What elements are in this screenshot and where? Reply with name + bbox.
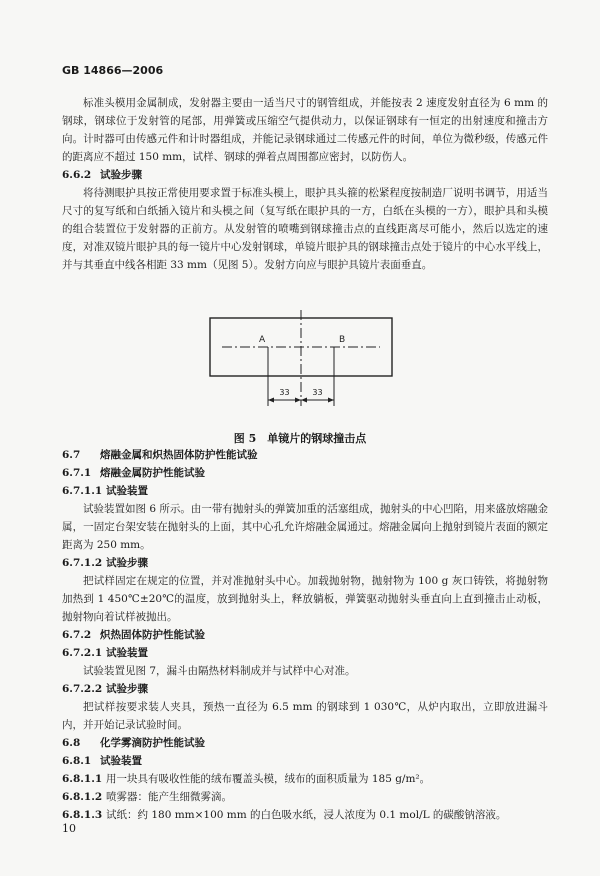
figure-caption: 图 5 单镜片的钢球撞击点: [233, 432, 367, 445]
heading-6-7-1-2: [62, 554, 548, 572]
dimension-label-right: 33: [312, 388, 323, 397]
section-title: 试验装置: [106, 647, 148, 659]
figure-5-impact-diagram: [0, 304, 600, 424]
item-number: 6.8.1.3: [62, 809, 103, 821]
section-title: 试验步骤: [100, 169, 142, 181]
paragraph-hot-solid-procedure: 把试样按要求装人夹具，预热一直径为 6.5 mm 的钢球到 1 030℃，从炉内取出，立即放进漏斗内，并开始记录试验时间。: [62, 701, 548, 731]
item-text: 用一块具有吸收性能的绒布覆盖头模，绒布的面积质量为 185 g/m²。: [106, 773, 431, 785]
heading-6-7-2: [62, 626, 548, 644]
paragraph-molten-metal-procedure: 把试样固定在规定的位置，并对准抛射头中心。加载抛射物，抛射物为 100 g 灰口铸铁，将抛射物加热到 1 450℃±20℃的温度，放到抛射头上，释放躺板，弹簧驱动抛射头垂直向上直到撞击止动板，抛射物向着试样被抛出。: [62, 575, 548, 623]
section-number: 6.8.1: [62, 755, 92, 767]
item-number: 6.8.1.1: [62, 773, 103, 785]
list-item-6-8-1-2: [62, 788, 548, 806]
paragraph-apparatus-description: 标准头模用金属制成，发射器主要由一适当尺寸的钢管组成，并能按表 2 速度发射直径为 6 mm 的钢球，钢球位于发射管的尾部，用弹簧或压缩空气提供动力，以保证钢球有一恒定的出射速度和撞击方向。计时器可由传感元件和计时器组成，并能记录钢球通过二传感元件的时间，单位为微秒级，传感元件的距离应不超过 150 mm，试样、钢球的弹着点周围都应密封，以防伤人。: [62, 97, 548, 163]
heading-6-7-1-1: [62, 482, 548, 500]
page-number: 10: [62, 822, 76, 835]
section-number: 6.7.2.2: [62, 683, 103, 695]
section-number: 6.7.2.1: [62, 647, 103, 659]
heading-6-7-1: [62, 464, 548, 482]
section-number: 6.8: [62, 737, 81, 749]
section-title: 试验装置: [100, 755, 142, 767]
section-title: 试验步骤: [106, 683, 148, 695]
list-item-6-8-1-1: [62, 770, 548, 788]
section-title: 熔融金属和炽热固体防护性能试验: [100, 449, 258, 461]
heading-6-7-2-2: [62, 680, 548, 698]
heading-6-6-2: [62, 166, 548, 184]
point-b-label: B: [339, 335, 346, 345]
point-a-label: A: [259, 335, 266, 345]
section-number: 6.7.2: [62, 629, 92, 641]
heading-6-8: [62, 734, 548, 752]
section-number: 6.7.1: [62, 467, 92, 479]
section-title: 试验步骤: [106, 557, 148, 569]
dimension-label-left: 33: [279, 388, 290, 397]
item-number: 6.8.1.2: [62, 791, 103, 803]
heading-6-7-2-1: [62, 644, 548, 662]
section-number: 6.7.1.1: [62, 485, 103, 497]
paragraph-molten-metal-apparatus: 试验装置如图 6 所示。由一带有抛射头的弹簧加重的活塞组成，抛射头的中心凹陷，用来盛放熔融金属，一固定台架安装在抛射头的上面，其中心孔允许熔融金属通过。熔融金属向上抛射到镜片表面的额定距离为 250 mm。: [62, 503, 548, 551]
item-text: 喷雾器：能产生细微雾滴。: [106, 791, 232, 803]
heading-6-7: [62, 446, 548, 464]
paragraph-hot-solid-apparatus: 试验装置见图 7，漏斗由隔热材料制成并与试样中心对准。: [83, 665, 356, 677]
standard-code: GB 14866—2006: [62, 64, 164, 77]
section-title: 熔融金属防护性能试验: [100, 467, 205, 479]
section-title: 炽热固体防护性能试验: [100, 629, 205, 641]
section-title: 试验装置: [106, 485, 148, 497]
item-text: 试纸：约 180 mm×100 mm 的白色吸水纸，浸人浓度为 0.1 mol/L 的碳酸钠溶液。: [106, 809, 507, 821]
heading-6-8-1: [62, 752, 548, 770]
list-item-6-8-1-3: [62, 806, 548, 824]
section-title: 化学雾滴防护性能试验: [100, 737, 205, 749]
section-number: 6.7: [62, 449, 81, 461]
section-number: 6.7.1.2: [62, 557, 103, 569]
paragraph-test-procedure-impact: 将待测眼护具按正常使用要求置于标准头模上，眼护具头箍的松紧程度按制造厂说明书调节，用适当尺寸的复写纸和白纸插入镜片和头模之间（复写纸在眼护具的一方，白纸在头模的一方），眼护具和头模的组合装置位于发射器的正前方。从发射管的喷嘴到钢球撞击点的直线距离尽可能小，然后以选定的速度，对准双镜片眼护具的每一镜片中心发射钢球，单镜片眼护具的钢球撞击点处于镜片的中心水平线上，并与其垂直中线各相距 33 mm（见图 5）。发射方向应与眼护具镜片表面垂直。: [62, 187, 548, 271]
section-number: 6.6.2: [62, 169, 92, 181]
